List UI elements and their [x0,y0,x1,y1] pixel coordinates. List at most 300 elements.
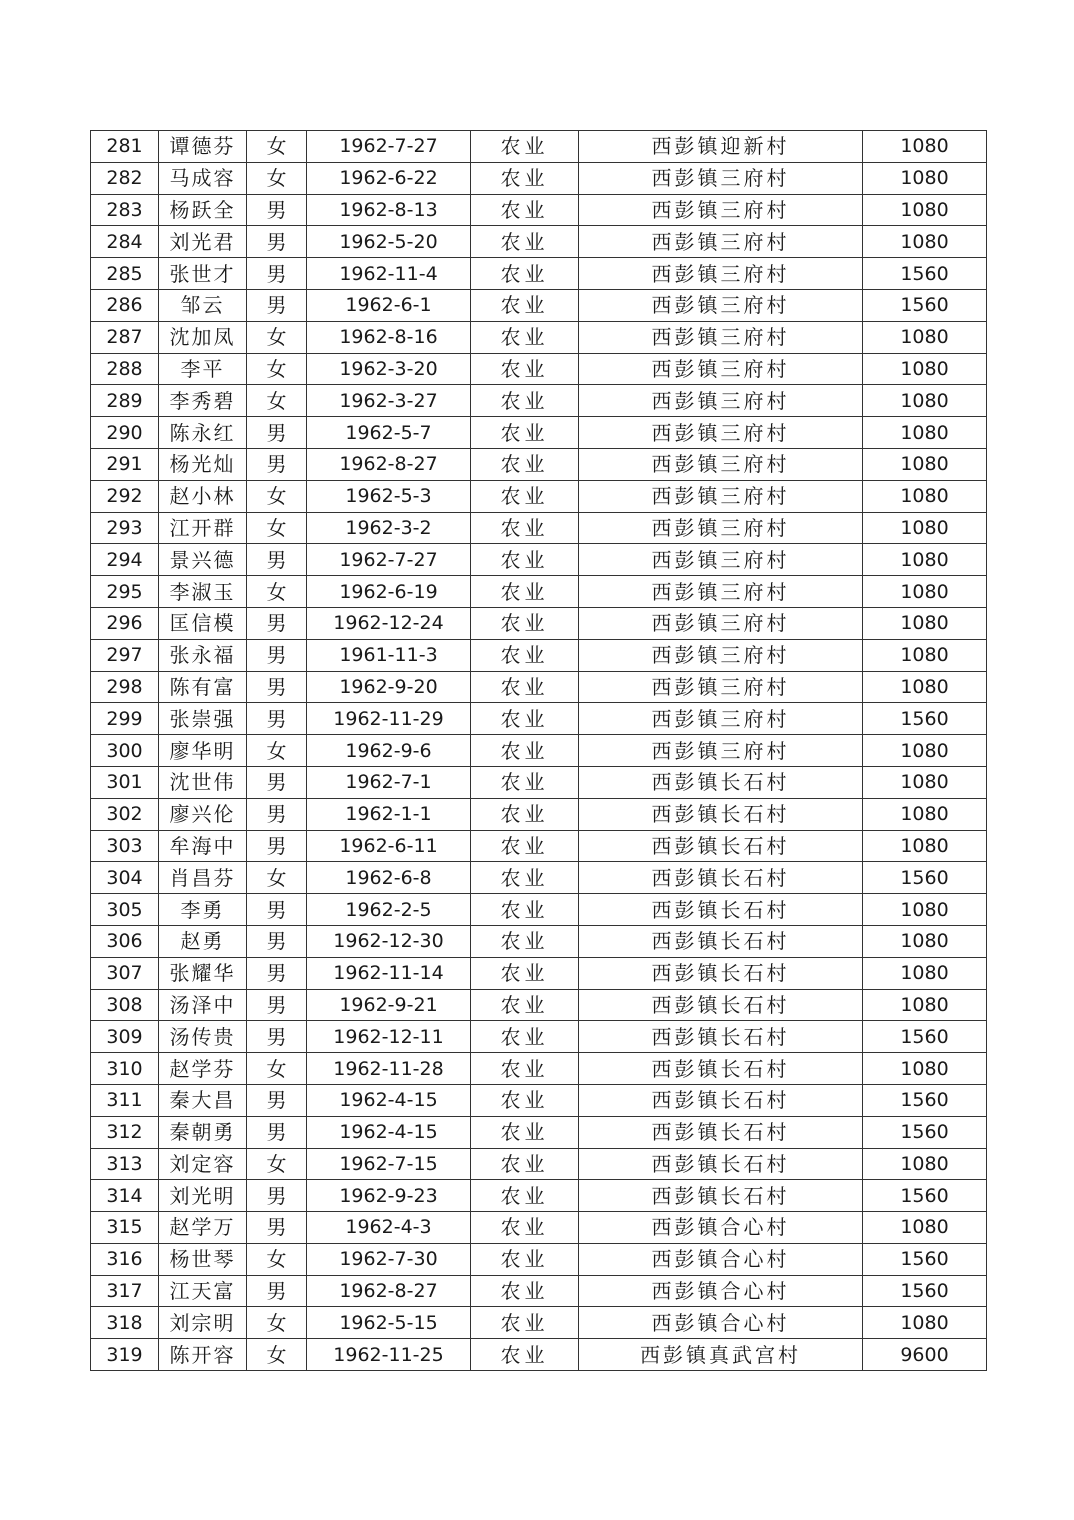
address-cell: 西彭镇三府村 [579,639,863,671]
row-number-cell: 319 [91,1339,159,1371]
address-cell: 西彭镇合心村 [579,1243,863,1275]
address-cell: 西彭镇长石村 [579,989,863,1021]
table-row [91,1148,987,1180]
occupation-cell: 农业 [471,703,579,735]
person-name-cell: 刘定容 [159,1148,247,1180]
table-row [91,1212,987,1244]
amount-cell: 1080 [863,417,987,449]
amount-cell: 1080 [863,544,987,576]
amount-cell: 1080 [863,131,987,163]
address-cell: 西彭镇长石村 [579,1116,863,1148]
gender-cell: 女 [247,480,307,512]
address-cell: 西彭镇三府村 [579,194,863,226]
person-name-cell: 景兴德 [159,544,247,576]
row-number-cell: 295 [91,576,159,608]
table-row [91,1339,987,1371]
gender-cell: 男 [247,766,307,798]
amount-cell: 1080 [863,1148,987,1180]
row-number-cell: 303 [91,830,159,862]
table-row [91,448,987,480]
birth-date-cell: 1962-6-22 [307,162,471,194]
row-number-cell: 304 [91,862,159,894]
address-cell: 西彭镇合心村 [579,1307,863,1339]
address-cell: 西彭镇三府村 [579,576,863,608]
occupation-cell: 农业 [471,766,579,798]
amount-cell: 9600 [863,1339,987,1371]
birth-date-cell: 1962-5-20 [307,226,471,258]
address-cell: 西彭镇长石村 [579,925,863,957]
birth-date-cell: 1962-12-11 [307,1021,471,1053]
table-row [91,703,987,735]
gender-cell: 女 [247,862,307,894]
person-name-cell: 张耀华 [159,957,247,989]
person-name-cell: 李淑玉 [159,576,247,608]
row-number-cell: 293 [91,512,159,544]
amount-cell: 1560 [863,1116,987,1148]
row-number-cell: 287 [91,321,159,353]
gender-cell: 男 [247,989,307,1021]
birth-date-cell: 1962-11-28 [307,1053,471,1085]
occupation-cell: 农业 [471,131,579,163]
person-name-cell: 赵小林 [159,480,247,512]
person-name-cell: 牟海中 [159,830,247,862]
address-cell: 西彭镇长石村 [579,957,863,989]
row-number-cell: 283 [91,194,159,226]
table-row [91,226,987,258]
address-cell: 西彭镇三府村 [579,544,863,576]
gender-cell: 男 [247,1021,307,1053]
person-name-cell: 廖兴伦 [159,798,247,830]
address-cell: 西彭镇三府村 [579,735,863,767]
amount-cell: 1080 [863,576,987,608]
row-number-cell: 308 [91,989,159,1021]
amount-cell: 1560 [863,1021,987,1053]
gender-cell: 女 [247,512,307,544]
birth-date-cell: 1962-12-24 [307,607,471,639]
table-row [91,1180,987,1212]
amount-cell: 1560 [863,258,987,290]
person-name-cell: 秦大昌 [159,1084,247,1116]
address-cell: 西彭镇三府村 [579,385,863,417]
row-number-cell: 301 [91,766,159,798]
row-number-cell: 297 [91,639,159,671]
gender-cell: 男 [247,703,307,735]
occupation-cell: 农业 [471,1116,579,1148]
amount-cell: 1560 [863,289,987,321]
table-row [91,671,987,703]
person-name-cell: 杨光灿 [159,448,247,480]
occupation-cell: 农业 [471,925,579,957]
row-number-cell: 310 [91,1053,159,1085]
address-cell: 西彭镇三府村 [579,512,863,544]
person-name-cell: 汤传贵 [159,1021,247,1053]
person-name-cell: 李秀碧 [159,385,247,417]
address-cell: 西彭镇三府村 [579,226,863,258]
birth-date-cell: 1962-4-15 [307,1116,471,1148]
birth-date-cell: 1962-6-8 [307,862,471,894]
occupation-cell: 农业 [471,417,579,449]
roster-table [90,130,987,1371]
row-number-cell: 291 [91,448,159,480]
row-number-cell: 316 [91,1243,159,1275]
amount-cell: 1080 [863,512,987,544]
occupation-cell: 农业 [471,894,579,926]
amount-cell: 1080 [863,1307,987,1339]
amount-cell: 1560 [863,1243,987,1275]
gender-cell: 男 [247,448,307,480]
row-number-cell: 314 [91,1180,159,1212]
occupation-cell: 农业 [471,798,579,830]
table-row [91,353,987,385]
birth-date-cell: 1962-11-25 [307,1339,471,1371]
person-name-cell: 陈永红 [159,417,247,449]
table-row [91,512,987,544]
gender-cell: 男 [247,1275,307,1307]
table-row [91,830,987,862]
gender-cell: 男 [247,1212,307,1244]
occupation-cell: 农业 [471,830,579,862]
occupation-cell: 农业 [471,1307,579,1339]
gender-cell: 男 [247,258,307,290]
person-name-cell: 谭德芬 [159,131,247,163]
row-number-cell: 311 [91,1084,159,1116]
occupation-cell: 农业 [471,480,579,512]
birth-date-cell: 1962-7-15 [307,1148,471,1180]
gender-cell: 女 [247,162,307,194]
row-number-cell: 288 [91,353,159,385]
row-number-cell: 307 [91,957,159,989]
amount-cell: 1080 [863,321,987,353]
gender-cell: 男 [247,639,307,671]
row-number-cell: 294 [91,544,159,576]
birth-date-cell: 1962-3-2 [307,512,471,544]
birth-date-cell: 1962-4-3 [307,1212,471,1244]
birth-date-cell: 1962-3-20 [307,353,471,385]
address-cell: 西彭镇三府村 [579,321,863,353]
occupation-cell: 农业 [471,258,579,290]
person-name-cell: 江开群 [159,512,247,544]
table-row [91,766,987,798]
occupation-cell: 农业 [471,162,579,194]
occupation-cell: 农业 [471,735,579,767]
occupation-cell: 农业 [471,576,579,608]
row-number-cell: 281 [91,131,159,163]
address-cell: 西彭镇长石村 [579,766,863,798]
row-number-cell: 289 [91,385,159,417]
person-name-cell: 陈有富 [159,671,247,703]
address-cell: 西彭镇迎新村 [579,131,863,163]
gender-cell: 女 [247,1243,307,1275]
address-cell: 西彭镇长石村 [579,1084,863,1116]
table-row [91,1116,987,1148]
birth-date-cell: 1962-7-1 [307,766,471,798]
birth-date-cell: 1962-9-21 [307,989,471,1021]
table-row [91,162,987,194]
person-name-cell: 杨跃全 [159,194,247,226]
address-cell: 西彭镇三府村 [579,703,863,735]
address-cell: 西彭镇三府村 [579,671,863,703]
amount-cell: 1560 [863,703,987,735]
birth-date-cell: 1962-11-29 [307,703,471,735]
row-number-cell: 285 [91,258,159,290]
address-cell: 西彭镇三府村 [579,480,863,512]
birth-date-cell: 1962-7-27 [307,544,471,576]
occupation-cell: 农业 [471,1212,579,1244]
birth-date-cell: 1962-5-3 [307,480,471,512]
table-row [91,1307,987,1339]
birth-date-cell: 1962-11-4 [307,258,471,290]
row-number-cell: 317 [91,1275,159,1307]
birth-date-cell: 1962-9-20 [307,671,471,703]
table-row [91,862,987,894]
birth-date-cell: 1962-3-27 [307,385,471,417]
table-row [91,385,987,417]
amount-cell: 1560 [863,862,987,894]
occupation-cell: 农业 [471,1021,579,1053]
occupation-cell: 农业 [471,1180,579,1212]
person-name-cell: 匡信模 [159,607,247,639]
amount-cell: 1560 [863,1084,987,1116]
gender-cell: 女 [247,1307,307,1339]
birth-date-cell: 1962-4-15 [307,1084,471,1116]
occupation-cell: 农业 [471,1275,579,1307]
person-name-cell: 沈世伟 [159,766,247,798]
gender-cell: 女 [247,735,307,767]
table-row [91,798,987,830]
person-name-cell: 肖昌芬 [159,862,247,894]
gender-cell: 女 [247,1339,307,1371]
table-row [91,576,987,608]
person-name-cell: 马成容 [159,162,247,194]
birth-date-cell: 1962-8-27 [307,1275,471,1307]
table-row [91,544,987,576]
gender-cell: 女 [247,576,307,608]
gender-cell: 男 [247,894,307,926]
table-row [91,417,987,449]
gender-cell: 男 [247,1116,307,1148]
address-cell: 西彭镇三府村 [579,417,863,449]
person-name-cell: 李平 [159,353,247,385]
address-cell: 西彭镇长石村 [579,1148,863,1180]
amount-cell: 1080 [863,353,987,385]
address-cell: 西彭镇三府村 [579,448,863,480]
amount-cell: 1080 [863,162,987,194]
occupation-cell: 农业 [471,639,579,671]
birth-date-cell: 1962-9-6 [307,735,471,767]
occupation-cell: 农业 [471,607,579,639]
person-name-cell: 汤泽中 [159,989,247,1021]
amount-cell: 1080 [863,798,987,830]
amount-cell: 1080 [863,830,987,862]
table-row [91,957,987,989]
birth-date-cell: 1961-11-3 [307,639,471,671]
occupation-cell: 农业 [471,671,579,703]
occupation-cell: 农业 [471,512,579,544]
table-row [91,1084,987,1116]
birth-date-cell: 1962-5-15 [307,1307,471,1339]
birth-date-cell: 1962-11-14 [307,957,471,989]
table-row [91,989,987,1021]
address-cell: 西彭镇长石村 [579,862,863,894]
row-number-cell: 315 [91,1212,159,1244]
gender-cell: 女 [247,1148,307,1180]
birth-date-cell: 1962-7-27 [307,131,471,163]
gender-cell: 男 [247,957,307,989]
row-number-cell: 298 [91,671,159,703]
person-name-cell: 秦朝勇 [159,1116,247,1148]
table-row [91,735,987,767]
row-number-cell: 309 [91,1021,159,1053]
person-name-cell: 杨世琴 [159,1243,247,1275]
occupation-cell: 农业 [471,1148,579,1180]
row-number-cell: 318 [91,1307,159,1339]
amount-cell: 1080 [863,1053,987,1085]
occupation-cell: 农业 [471,448,579,480]
address-cell: 西彭镇合心村 [579,1212,863,1244]
amount-cell: 1080 [863,607,987,639]
table-row [91,194,987,226]
amount-cell: 1080 [863,448,987,480]
row-number-cell: 286 [91,289,159,321]
amount-cell: 1080 [863,957,987,989]
gender-cell: 男 [247,798,307,830]
amount-cell: 1080 [863,194,987,226]
person-name-cell: 廖华明 [159,735,247,767]
occupation-cell: 农业 [471,989,579,1021]
amount-cell: 1080 [863,925,987,957]
address-cell: 西彭镇三府村 [579,353,863,385]
address-cell: 西彭镇长石村 [579,1180,863,1212]
row-number-cell: 290 [91,417,159,449]
occupation-cell: 农业 [471,957,579,989]
table-row [91,1243,987,1275]
table-row [91,894,987,926]
row-number-cell: 282 [91,162,159,194]
amount-cell: 1560 [863,1275,987,1307]
amount-cell: 1080 [863,671,987,703]
gender-cell: 女 [247,353,307,385]
occupation-cell: 农业 [471,194,579,226]
birth-date-cell: 1962-2-5 [307,894,471,926]
person-name-cell: 沈加凤 [159,321,247,353]
gender-cell: 男 [247,544,307,576]
address-cell: 西彭镇三府村 [579,289,863,321]
address-cell: 西彭镇三府村 [579,162,863,194]
person-name-cell: 邹云 [159,289,247,321]
person-name-cell: 李勇 [159,894,247,926]
amount-cell: 1080 [863,894,987,926]
birth-date-cell: 1962-8-27 [307,448,471,480]
table-row [91,131,987,163]
address-cell: 西彭镇长石村 [579,894,863,926]
birth-date-cell: 1962-8-13 [307,194,471,226]
address-cell: 西彭镇长石村 [579,1021,863,1053]
gender-cell: 女 [247,385,307,417]
table-row [91,258,987,290]
amount-cell: 1080 [863,1212,987,1244]
amount-cell: 1080 [863,735,987,767]
gender-cell: 男 [247,226,307,258]
table-row [91,925,987,957]
person-name-cell: 张世才 [159,258,247,290]
gender-cell: 男 [247,607,307,639]
gender-cell: 男 [247,671,307,703]
person-name-cell: 张永福 [159,639,247,671]
occupation-cell: 农业 [471,1243,579,1275]
row-number-cell: 305 [91,894,159,926]
gender-cell: 男 [247,1084,307,1116]
occupation-cell: 农业 [471,1084,579,1116]
address-cell: 西彭镇三府村 [579,607,863,639]
occupation-cell: 农业 [471,544,579,576]
person-name-cell: 刘光明 [159,1180,247,1212]
table-row [91,480,987,512]
gender-cell: 男 [247,1180,307,1212]
gender-cell: 男 [247,417,307,449]
gender-cell: 女 [247,131,307,163]
occupation-cell: 农业 [471,321,579,353]
gender-cell: 男 [247,289,307,321]
row-number-cell: 292 [91,480,159,512]
table-row [91,1275,987,1307]
person-name-cell: 张崇强 [159,703,247,735]
table-row [91,639,987,671]
roster-body [91,131,987,1371]
address-cell: 西彭镇真武宫村 [579,1339,863,1371]
occupation-cell: 农业 [471,353,579,385]
gender-cell: 男 [247,925,307,957]
table-row [91,1021,987,1053]
row-number-cell: 312 [91,1116,159,1148]
occupation-cell: 农业 [471,862,579,894]
birth-date-cell: 1962-6-19 [307,576,471,608]
amount-cell: 1080 [863,226,987,258]
birth-date-cell: 1962-6-11 [307,830,471,862]
gender-cell: 女 [247,321,307,353]
occupation-cell: 农业 [471,1053,579,1085]
person-name-cell: 赵学万 [159,1212,247,1244]
row-number-cell: 313 [91,1148,159,1180]
occupation-cell: 农业 [471,289,579,321]
birth-date-cell: 1962-5-7 [307,417,471,449]
amount-cell: 1080 [863,989,987,1021]
amount-cell: 1080 [863,766,987,798]
birth-date-cell: 1962-12-30 [307,925,471,957]
birth-date-cell: 1962-7-30 [307,1243,471,1275]
birth-date-cell: 1962-9-23 [307,1180,471,1212]
address-cell: 西彭镇合心村 [579,1275,863,1307]
amount-cell: 1080 [863,480,987,512]
person-name-cell: 赵学芬 [159,1053,247,1085]
amount-cell: 1080 [863,385,987,417]
person-name-cell: 陈开容 [159,1339,247,1371]
birth-date-cell: 1962-8-16 [307,321,471,353]
table-row [91,321,987,353]
gender-cell: 男 [247,194,307,226]
row-number-cell: 296 [91,607,159,639]
person-name-cell: 江天富 [159,1275,247,1307]
table-row [91,289,987,321]
amount-cell: 1560 [863,1180,987,1212]
row-number-cell: 299 [91,703,159,735]
table-row [91,607,987,639]
gender-cell: 男 [247,830,307,862]
occupation-cell: 农业 [471,1339,579,1371]
address-cell: 西彭镇长石村 [579,830,863,862]
row-number-cell: 302 [91,798,159,830]
amount-cell: 1080 [863,639,987,671]
table-row [91,1053,987,1085]
